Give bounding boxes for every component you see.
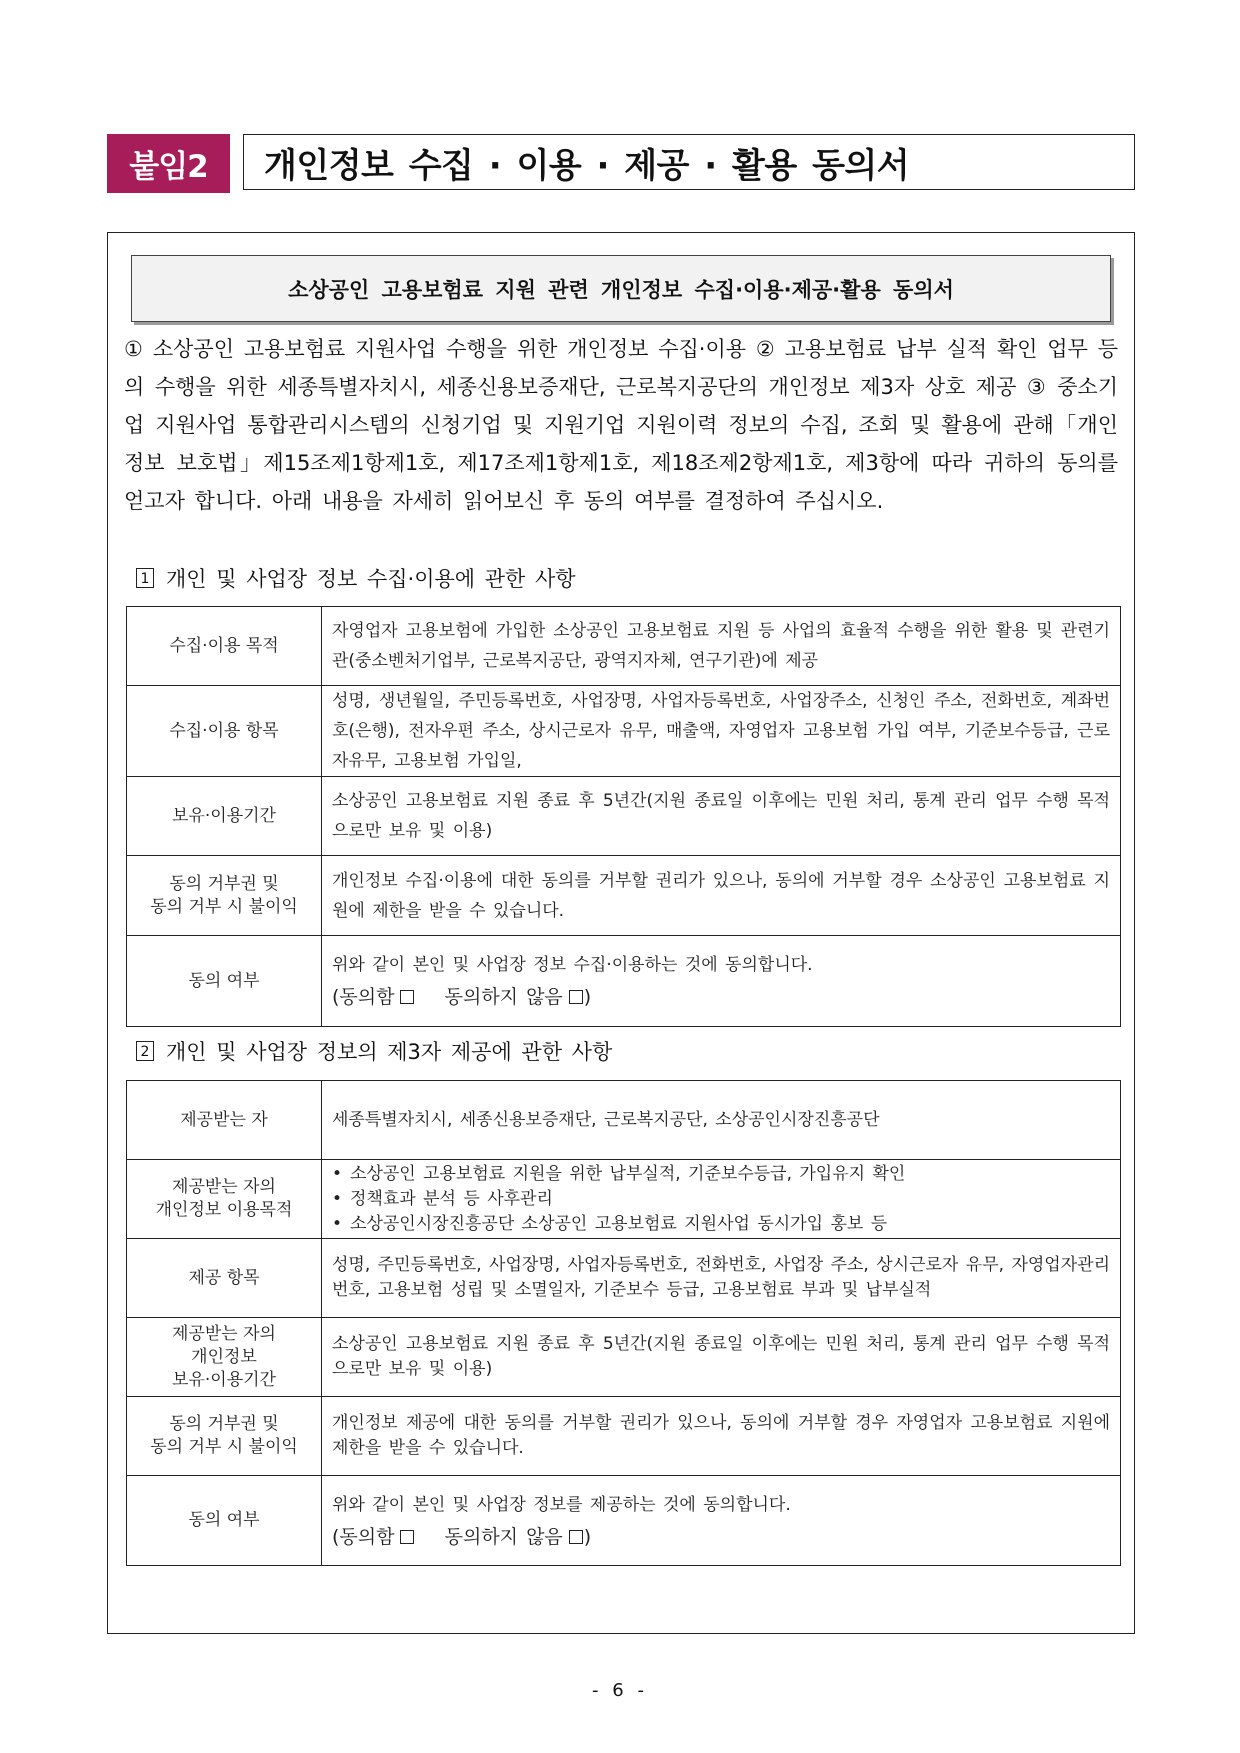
consent-statement: 위와 같이 본인 및 사업장 정보를 제공하는 것에 동의합니다. (332, 1494, 791, 1515)
row-label: 수집·이용 목적 (127, 607, 322, 686)
section2-heading (136, 1036, 612, 1066)
consent-choice: (동의함 동의하지 않음 ) (332, 1525, 592, 1548)
agree-checkbox[interactable] (400, 990, 414, 1004)
section2-table (126, 1080, 1121, 1566)
consent-choice: (동의함 동의하지 않음 ) (332, 986, 592, 1008)
row-content: 개인정보 수집·이용에 대한 동의를 거부할 권리가 있으나, 동의에 거부할 경우 소상공인 고용보험료 지원에 제한을 받을 수 있습니다. (322, 856, 1121, 936)
row-content (322, 1160, 1121, 1239)
table-row (127, 1239, 1121, 1318)
section2-number: 2 (136, 1041, 154, 1061)
row-label: 동의 거부권 및 동의 거부 시 불이익 (127, 1397, 322, 1476)
row-content: 성명, 생년월일, 주민등록번호, 사업장명, 사업자등록번호, 사업장주소, 신청인 주소, 전화번호, 계좌번호(은행), 전자우편 주소, 상시근로자 유무, 매출액, 자영업자 고용보험 가입 여부, 기준보수등급, 근로자유무, 고용보험 가입일, (322, 686, 1121, 777)
disagree-checkbox[interactable] (569, 990, 583, 1004)
table-row (127, 777, 1121, 856)
form-title: 소상공인 고용보험료 지원 관련 개인정보 수집·이용·제공·활용 동의서 (131, 255, 1111, 322)
row-label: 제공받는 자 (127, 1081, 322, 1160)
row-label: 보유·이용기간 (127, 777, 322, 856)
table-row (127, 1318, 1121, 1397)
section1-number: 1 (136, 568, 154, 588)
section1-table (126, 606, 1121, 1027)
table-row (127, 1397, 1121, 1476)
row-content: 소상공인 고용보험료 지원 종료 후 5년간(지원 종료일 이후에는 민원 처리, 통계 관리 업무 수행 목적으로만 보유 및 이용) (322, 777, 1121, 856)
row-content (322, 936, 1121, 1027)
agree-checkbox[interactable] (400, 1530, 414, 1544)
list-item: • 소상공인시장진흥공단 소상공인 고용보험료 지원사업 동시가입 홍보 등 (332, 1212, 1110, 1237)
list-item: • 소상공인 고용보험료 지원을 위한 납부실적, 기준보수등급, 가입유지 확인 (332, 1162, 1110, 1187)
row-content (322, 1476, 1121, 1566)
consent-statement: 위와 같이 본인 및 사업장 정보 수집·이용하는 것에 동의합니다. (332, 955, 813, 975)
purpose-list (332, 1162, 1110, 1237)
row-content: 개인정보 제공에 대한 동의를 거부할 권리가 있으나, 동의에 거부할 경우 자영업자 고용보험료 지원에 제한을 받을 수 있습니다. (322, 1397, 1121, 1476)
page-number: - 6 - (592, 1680, 648, 1701)
row-content: 세종특별자치시, 세종신용보증재단, 근로복지공단, 소상공인시장진흥공단 (322, 1081, 1121, 1160)
table-row (127, 1081, 1121, 1160)
row-content: 성명, 주민등록번호, 사업장명, 사업자등록번호, 전화번호, 사업장 주소, 상시근로자 유무, 자영업자관리번호, 고용보험 성립 및 소멸일자, 기준보수 등급, 고용보험료 부과 및 납부실적 (322, 1239, 1121, 1318)
row-label: 제공 항목 (127, 1239, 322, 1318)
row-label: 제공받는 자의 개인정보 보유·이용기간 (127, 1318, 322, 1397)
disagree-checkbox[interactable] (569, 1530, 583, 1544)
row-label: 수집·이용 항목 (127, 686, 322, 777)
row-label: 동의 여부 (127, 1476, 322, 1566)
section2-heading-text: 개인 및 사업장 정보의 제3자 제공에 관한 사항 (166, 1040, 613, 1064)
intro-paragraph: ① 소상공인 고용보험료 지원사업 수행을 위한 개인정보 수집·이용 ② 고용보험료 납부 실적 확인 업무 등의 수행을 위한 세종특별자치시, 세종신용보증재단, 근로복지공단의 개인정보 제3자 상호 제공 ③ 중소기업 지원사업 통합관리시스템의 신청기업 및 지원기업 지원이력 정보의 수집, 조회 및 활용에 관해「개인정보 보호법」제15조제1항제1호, 제17조제1항제1호, 제18조제2항제1호, 제3항에 따라 귀하의 동의를 얻고자 합니다. 아래 내용을 자세히 읽어보신 후 동의 여부를 결정하여 주십시오. (124, 337, 1118, 513)
row-content: 소상공인 고용보험료 지원 종료 후 5년간(지원 종료일 이후에는 민원 처리, 통계 관리 업무 수행 목적으로만 보유 및 이용) (322, 1318, 1121, 1397)
table-row (127, 686, 1121, 777)
table-row (127, 936, 1121, 1027)
row-label: 동의 거부권 및 동의 거부 시 불이익 (127, 856, 322, 936)
table-row (127, 856, 1121, 936)
row-label: 동의 여부 (127, 936, 322, 1027)
section1-heading-text: 개인 및 사업장 정보 수집·이용에 관한 사항 (166, 567, 576, 591)
list-item: • 정책효과 분석 등 사후관리 (332, 1187, 1110, 1212)
row-label: 제공받는 자의 개인정보 이용목적 (127, 1160, 322, 1239)
page-title: 개인정보 수집 · 이용 · 제공 · 활용 동의서 (243, 134, 1135, 190)
table-row (127, 1160, 1121, 1239)
table-row (127, 1476, 1121, 1566)
section1-heading (136, 563, 576, 593)
table-row (127, 607, 1121, 686)
attachment-tag: 붙임2 (107, 134, 230, 193)
row-content: 자영업자 고용보험에 가입한 소상공인 고용보험료 지원 등 사업의 효율적 수행을 위한 활용 및 관련기관(중소벤처기업부, 근로복지공단, 광역지자체, 연구기관)에 제공 (322, 607, 1121, 686)
